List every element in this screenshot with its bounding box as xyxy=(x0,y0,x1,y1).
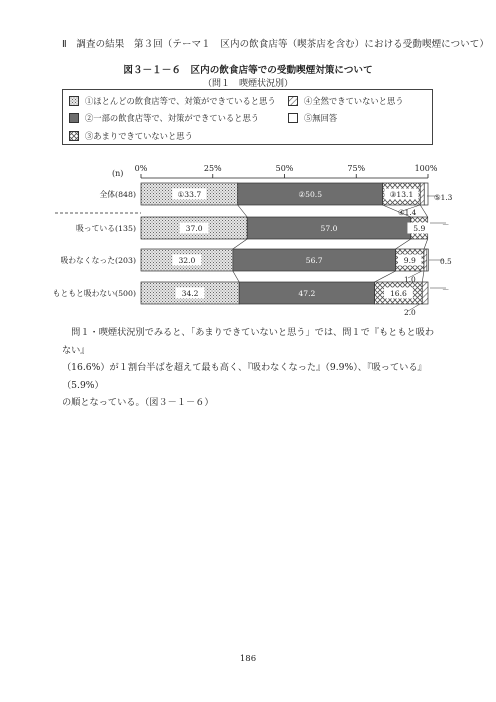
outside-data-label: 0.5 xyxy=(440,257,452,266)
axis-tick-label: 50% xyxy=(275,164,294,173)
figure-subtitle: （問１ 喫煙状況別） xyxy=(202,79,293,89)
connector-line xyxy=(424,239,428,249)
category-label: 吸っている(135) xyxy=(76,224,136,233)
bar-segment xyxy=(422,282,428,304)
bar-segment xyxy=(424,183,428,205)
body-text xyxy=(62,324,442,412)
legend-item-c2 xyxy=(69,112,259,124)
legend-swatch-hatch xyxy=(288,96,298,106)
legend-label-c1: ①ほとんどの飲食店等で、対策ができていると思う xyxy=(85,96,276,106)
body-line-2: （16.6%）が１割台半ばを超えて最も高く、『吸わなくなった』（9.9%）、『吸っている』（5.9%） xyxy=(62,362,427,391)
connector-line xyxy=(233,271,239,282)
legend-swatch-dark xyxy=(69,113,79,123)
category-label: もともと吸わない(500) xyxy=(52,289,136,298)
data-label: 56.7 xyxy=(305,256,323,265)
data-label: ①33.7 xyxy=(177,190,202,199)
data-label: 57.0 xyxy=(320,224,338,233)
figure-title: 図３－１－６ 区内の飲食店等での受動喫煙対策について xyxy=(123,65,373,76)
legend-item-c3 xyxy=(69,130,193,142)
connector-line xyxy=(233,239,247,249)
data-label: 34.2 xyxy=(181,289,199,298)
outside-data-label: 2.0 xyxy=(404,308,416,317)
legend-swatch-white xyxy=(288,113,298,123)
connector-line xyxy=(396,239,411,249)
connector-line xyxy=(422,271,424,282)
outside-data-label: 1.0 xyxy=(404,275,416,284)
data-label: 32.0 xyxy=(178,256,196,265)
n-label: (n) xyxy=(112,169,124,178)
connector-line xyxy=(420,205,427,217)
outside-data-label: － xyxy=(442,220,450,229)
bar-segment xyxy=(424,249,427,271)
axis-tick-label: 0% xyxy=(134,164,148,173)
data-label: ②50.5 xyxy=(298,190,323,199)
legend-item-c4 xyxy=(288,95,404,107)
axis-tick-label: 100% xyxy=(414,164,438,173)
data-label: 47.2 xyxy=(298,289,316,298)
axis-tick-label: 25% xyxy=(203,164,222,173)
stacked-bar-chart xyxy=(0,160,496,320)
body-line-1: 問１・喫煙状況別でみると、「あまりできていないと思う」では、問１で『もともと吸わない』 xyxy=(62,327,435,356)
category-label: 吸わなくなった(203) xyxy=(60,256,136,265)
outside-data-label: ⑤1.3 xyxy=(434,193,453,202)
bar-segment xyxy=(420,183,424,205)
data-label: 16.6 xyxy=(389,289,407,298)
legend-item-c5 xyxy=(288,112,337,124)
legend-label-c4: ④全然できていないと思う xyxy=(304,96,404,106)
legend-box xyxy=(62,89,433,145)
data-label: 9.9 xyxy=(403,256,416,265)
legend-label-c2: ②一部の飲食店等で、対策ができていると思う xyxy=(85,113,260,123)
axis-tick-label: 75% xyxy=(347,164,366,173)
outside-data-label: － xyxy=(442,285,450,294)
legend-swatch-dots xyxy=(69,96,79,106)
data-label: 5.9 xyxy=(413,224,426,233)
legend-swatch-cross xyxy=(69,131,79,141)
body-line-3: の順となっている。（図３－１－６） xyxy=(62,397,214,408)
bar-segment xyxy=(427,249,428,271)
page-header: Ⅱ 調査の結果 第３回（テーマ１ 区内の飲食店等（喫茶店を含む）における受動喫煙について） xyxy=(62,39,489,50)
legend-label-c5: ⑤無回答 xyxy=(304,113,338,123)
connector-line xyxy=(375,271,396,282)
legend-label-c3: ③あまりできていないと思う xyxy=(85,131,193,141)
outside-data-label: ④1.4 xyxy=(398,208,417,217)
data-label: 37.0 xyxy=(185,224,203,233)
legend-item-c1 xyxy=(69,95,276,107)
page-number: 186 xyxy=(239,654,257,664)
data-label: ③13.1 xyxy=(389,190,414,199)
connector-line xyxy=(238,205,247,217)
category-label: 全体(848) xyxy=(99,190,136,199)
